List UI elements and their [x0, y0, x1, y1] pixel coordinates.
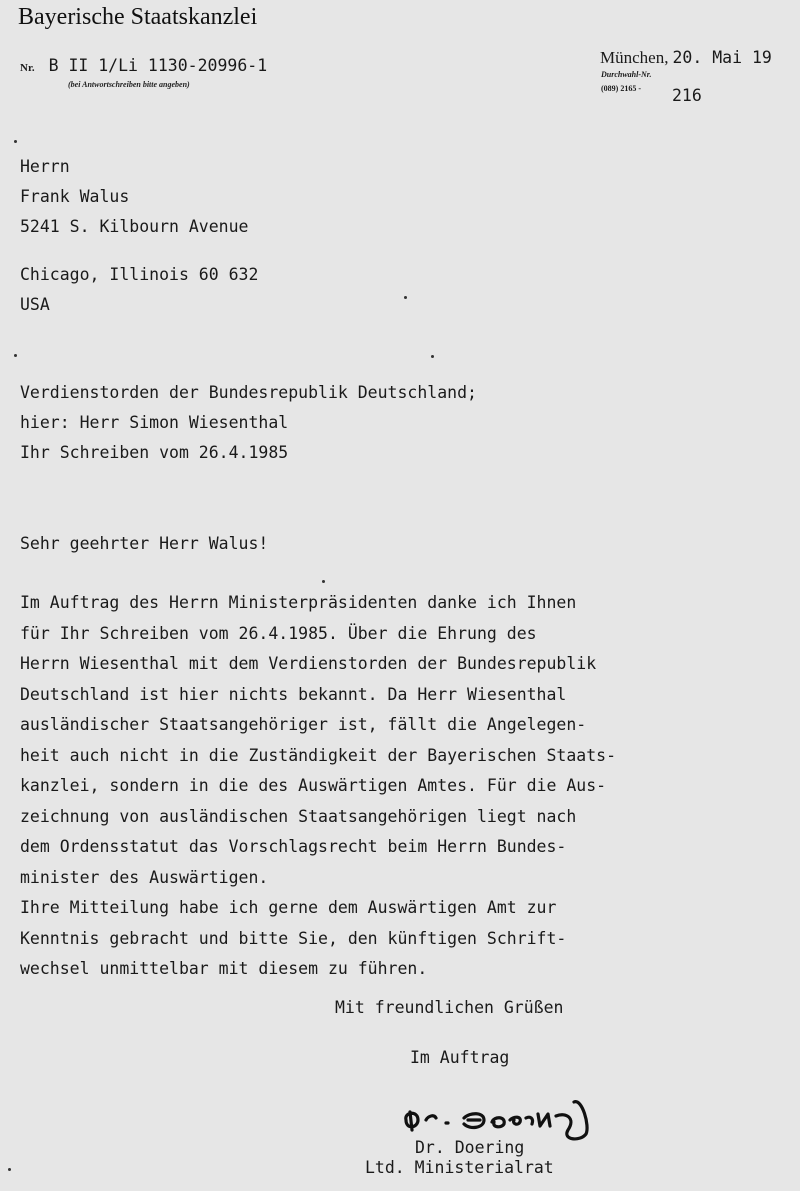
body-line: heit auch nicht in die Zuständigkeit der Bayerischen Staats- [20, 745, 617, 765]
im-auftrag: Im Auftrag [410, 1048, 510, 1067]
reference-line [20, 56, 267, 76]
body-line: Kenntnis gebracht und bitte Sie, den künftigen Schrift- [20, 928, 567, 948]
place: München, [600, 48, 669, 67]
subject-line-1: Verdienstorden der Bundesrepublik Deutschland; [20, 383, 477, 402]
scan-speck [404, 296, 407, 299]
recipient-street: 5241 S. Kilbourn Avenue [20, 217, 249, 236]
body-line: ausländischer Staatsangehöriger ist, fällt die Angelegen- [20, 715, 587, 734]
body-line: Herrn Wiesenthal mit dem Verdienstorden der Bundesrepublik [20, 654, 597, 673]
body-line: Deutschland ist hier nichts bekannt. Da Herr Wiesenthal [20, 684, 567, 704]
date: 20. Mai 19 [672, 48, 772, 67]
body-line: kanzlei, sondern in die des Auswärtigen Amtes. Für die Aus- [20, 776, 607, 795]
subject-block [20, 378, 477, 468]
place-date [600, 48, 772, 68]
scan-speck [431, 355, 434, 358]
recipient-country: USA [20, 295, 50, 314]
phone-label: Durchwahl-Nr. [601, 70, 652, 79]
body-line: Ihre Mitteilung habe ich gerne dem Auswärtigen Amt zur [20, 898, 557, 917]
phone-extension: 216 [672, 86, 702, 105]
body-line: zeichnung von ausländischen Staatsangehörigen liegt nach [20, 806, 577, 826]
recipient-address [20, 152, 258, 320]
body-line: minister des Auswärtigen. [20, 867, 269, 887]
body-line: dem Ordensstatut das Vorschlagsrecht beim Herrn Bundes- [20, 837, 567, 856]
body-line: wechsel unmittelbar mit diesem zu führen. [20, 959, 428, 978]
scan-speck [14, 354, 17, 357]
address-spacer [20, 242, 258, 260]
scan-speck [322, 580, 325, 583]
scan-speck [14, 140, 17, 143]
reference-note: (bei Antwortschreiben bitte angeben) [68, 80, 190, 89]
recipient-city: Chicago, Illinois 60 632 [20, 265, 259, 284]
subject-line-2: hier: Herr Simon Wiesenthal [20, 413, 289, 432]
letter-body [20, 588, 616, 985]
reference-label: Nr. [20, 62, 35, 74]
recipient-name: Frank Walus [20, 187, 130, 206]
greeting: Sehr geehrter Herr Walus! [20, 534, 269, 553]
recipient-salutation: Herrn [20, 157, 70, 176]
reference-number: B II 1/Li 1130-20996-1 [48, 56, 268, 75]
closing: Mit freundlichen Grüßen [335, 998, 564, 1017]
signer-name: Dr. Doering [415, 1138, 525, 1157]
scan-speck [8, 1168, 11, 1171]
body-line: Im Auftrag des Herrn Ministerpräsidenten danke ich Ihnen [20, 593, 577, 612]
signer-title: Ltd. Ministerialrat [365, 1158, 554, 1177]
letterhead: Bayerische Staatskanzlei [18, 4, 258, 30]
subject-line-3: Ihr Schreiben vom 26.4.1985 [20, 443, 289, 462]
phone-prefix: (089) 2165 - [601, 84, 641, 93]
body-line: für Ihr Schreiben vom 26.4.1985. Über die Ehrung des [20, 623, 537, 643]
